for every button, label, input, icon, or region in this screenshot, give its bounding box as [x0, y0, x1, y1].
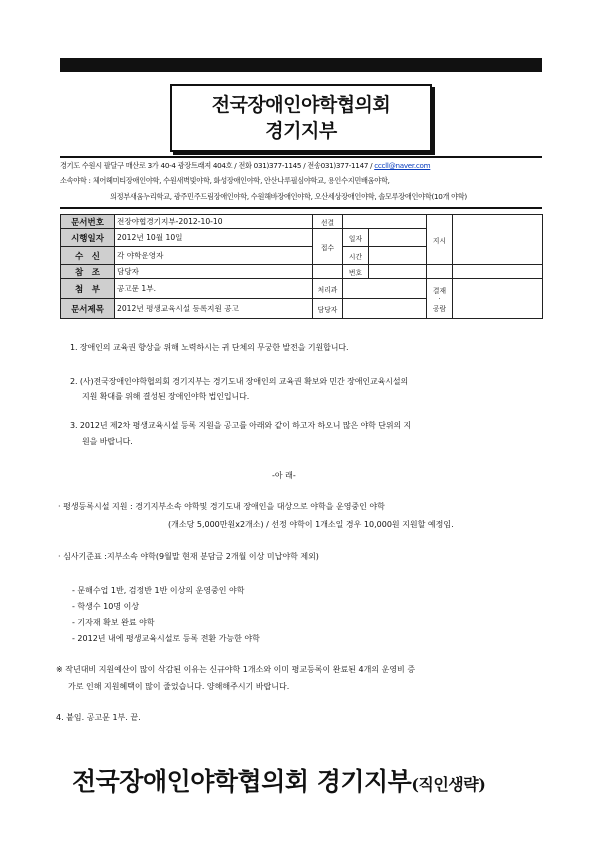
divider	[60, 156, 542, 158]
receive-cell	[343, 215, 427, 229]
support-line2: (개소당 5,000만원x2개소) / 선정 야학이 1개소일 경우 10,000원 지원할 예정임.	[168, 520, 454, 529]
note-line1: ※ 작년대비 지원예산이 많이 삭감된 이유는 신규야학 1개소와 이미 평교등록이 완료된 4개의 운영비 증	[56, 665, 416, 674]
paragraph-4: 4. 붙임. 공고문 1부. 끝.	[56, 713, 141, 722]
criteria-item: - 기자재 확보 완료 야학	[72, 618, 155, 627]
members-label: 소속야학 :	[60, 176, 91, 185]
subject-label: 문서제목	[61, 299, 115, 319]
criteria-item: - 학생수 10명 이상	[72, 602, 140, 611]
date-sub-cell	[369, 229, 427, 247]
header-bar	[60, 58, 542, 72]
date-sub-label: 일자	[343, 229, 369, 247]
divider	[60, 207, 542, 209]
criteria-item: - 2012년 내에 평생교육시설로 등록 전환 가능한 야학	[72, 634, 260, 643]
paragraph-3-line2: 원을 바랍니다.	[82, 437, 133, 446]
ref-label: 참 조	[61, 265, 115, 279]
instruct-cell	[453, 215, 543, 265]
address: 경기도 수원시 팔달구 매산로 3가 40-4 광장트래져 404호 / 전화 031)377-1145 / 전송031)377-1147 /	[60, 161, 373, 170]
date-label: 시행일자	[61, 229, 115, 247]
seal-omitted: (직인생략)	[411, 775, 486, 794]
paragraph-2-line2: 지원 확대를 위해 결성된 장애인야학 법인입니다.	[82, 392, 250, 401]
criteria-line: · 심사기준표 :지부소속 야학(9월말 현재 분담금 2개월 이상 미납야학 제외)	[58, 552, 319, 561]
num-sub-label: 번호	[343, 265, 369, 279]
process-cell	[343, 279, 427, 299]
org-title-line1: 전국장애인야학협의회	[211, 94, 391, 116]
members-line1	[60, 176, 390, 186]
date-value: 2012년 10월 10일	[115, 229, 313, 247]
closing-org: 전국장애인야학협의회 경기지부	[72, 767, 412, 796]
handler-label: 담당자	[313, 299, 343, 319]
blank-cell	[313, 265, 343, 279]
approve-cell	[427, 279, 453, 319]
org-title-box	[170, 84, 432, 152]
process-label: 처리과	[313, 279, 343, 299]
email-link[interactable]: cccll@naver.com	[374, 161, 431, 170]
below-heading: -아 래-	[272, 471, 296, 480]
handler-cell	[343, 299, 427, 319]
doc-no-label: 문서번호	[61, 215, 115, 229]
document-info-table	[60, 214, 543, 319]
to-label: 수 신	[61, 247, 115, 265]
paragraph-2-line1: 2. (사)전국장애인야학협의회 경기지부는 경기도내 장애인의 교육권 확보와 민간 장애인교육시설의	[70, 377, 409, 386]
approve-blank	[453, 279, 543, 319]
time-sub-label: 시간	[343, 247, 369, 265]
receive-label: 선결	[313, 215, 343, 229]
contact-line	[60, 161, 430, 171]
note-line2: 가로 인해 지원혜택이 많이 줄었습니다. 양해해주시기 바랍니다.	[68, 682, 290, 691]
org-title-line2: 경기지부	[265, 120, 337, 142]
paragraph-3-line1: 3. 2012년 제2차 평생교육시설 등록 지원을 공고를 아래와 같이 하고자 하오니 많은 야학 단위의 지	[70, 421, 412, 430]
instruct-label: 지시	[427, 215, 453, 265]
closing-signature	[72, 762, 485, 798]
paragraph-1: 1. 장애인의 교육권 향상을 위해 노력하시는 귀 단체의 무궁한 발전을 기원합니다.	[70, 343, 349, 352]
ref-value: 담당자	[115, 265, 313, 279]
accept-label: 접수	[313, 229, 343, 265]
doc-no: 전장야협경기지부-2012-10-10	[115, 215, 313, 229]
approve-dot: ·	[438, 294, 441, 303]
attach-value: 공고문 1부.	[115, 279, 313, 299]
members-list1: 체어헤미티장애인야학, 수원새벽빛야학, 화성장애인야학, 안산나루필심야학교, 용인수지민배움야학,	[92, 176, 390, 185]
members-line2: 의정부새움누리학교, 광주민주드림장애인야학, 수원해바장애인야학, 오산세상장애인야학, 솔모루장애인야학(10개 야학)	[110, 192, 467, 201]
blank-cell	[427, 265, 453, 279]
coop-label: 공람	[432, 304, 447, 313]
blank-cell	[453, 265, 543, 279]
attach-label: 첨 부	[61, 279, 115, 299]
criteria-item: - 문해수업 1반, 검정반 1반 이상의 운영중인 야학	[72, 586, 245, 595]
subject-value: 2012년 평생교육시설 등록지원 공고	[115, 299, 313, 319]
support-line1: · 평생등록시설 지원 : 경기지부소속 야학및 경기도내 장애인을 대상으로 야학을 운영중인 야학	[58, 502, 385, 511]
approve-label: 결재	[432, 286, 447, 295]
to-value: 각 야학운영자	[115, 247, 313, 265]
num-sub-cell	[369, 265, 427, 279]
time-sub-cell	[369, 247, 427, 265]
